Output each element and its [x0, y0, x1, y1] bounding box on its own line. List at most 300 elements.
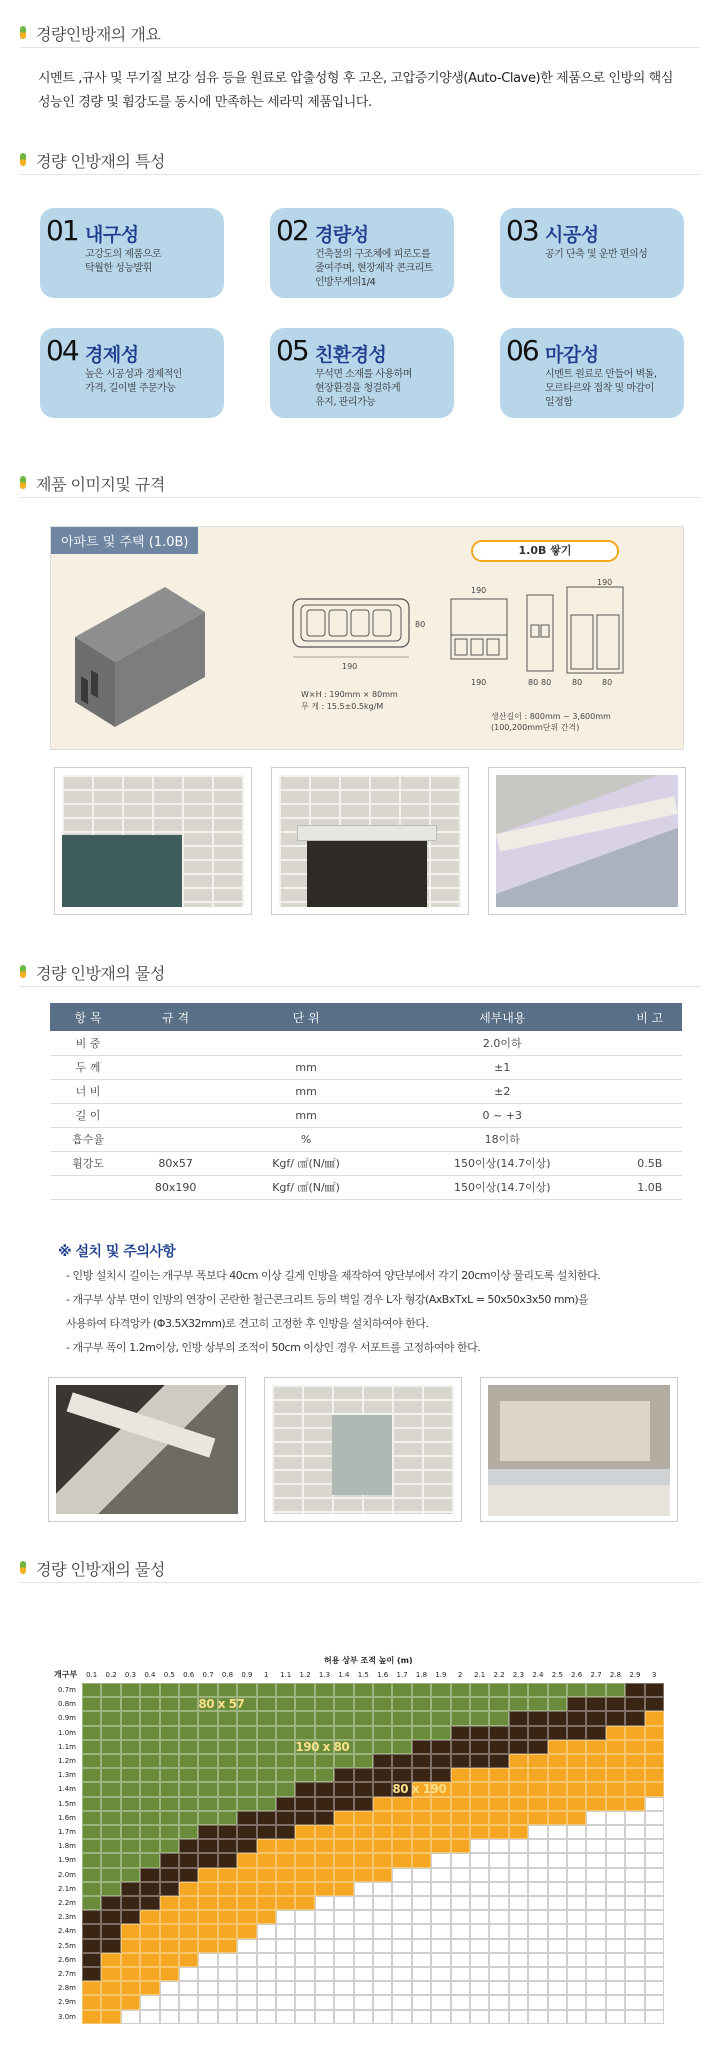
grid-cell-none — [315, 1981, 334, 1995]
grid-cell-80x57 — [295, 1697, 314, 1711]
grid-cell-none — [625, 1981, 644, 1995]
grid-cell-none — [625, 1995, 644, 2009]
grid-cell-80x190 — [295, 1868, 314, 1882]
grid-cell-80x190 — [315, 1839, 334, 1853]
grid-cell-80x57 — [160, 1740, 179, 1754]
x-tick-label: 1.1 — [280, 1671, 292, 1679]
grid-cell-none — [334, 1896, 353, 1910]
grid-cell-80x190 — [489, 1825, 508, 1839]
grid-cell-none — [160, 1981, 179, 1995]
grid-cell-none — [509, 1896, 528, 1910]
grid-cell-80x190 — [334, 1825, 353, 1839]
grid-cell-80x57 — [218, 1683, 237, 1697]
grid-cell-none — [548, 1825, 567, 1839]
physical-properties-table — [50, 1003, 682, 1200]
grid-cell-none — [470, 1853, 489, 1867]
grid-cell-none — [548, 1839, 567, 1853]
feature-desc: 고강도의 제품으로 탁월한 성능발휘 — [85, 249, 161, 274]
grid-cell-none — [315, 1910, 334, 1924]
grid-cell-none — [528, 1868, 547, 1882]
grid-cell-80x190 — [567, 1740, 586, 1754]
grid-cell-80x57 — [121, 1811, 140, 1825]
grid-cell-none — [334, 1924, 353, 1938]
grid-cell-none — [354, 1967, 373, 1981]
grid-cell-none — [606, 1853, 625, 1867]
dim-label: 80 — [415, 620, 426, 629]
x-tick-label: 2.8 — [609, 1671, 622, 1679]
grid-cell-80x57 — [431, 1711, 450, 1725]
table-cell: 0 ~ +3 — [387, 1103, 618, 1127]
grid-cell-80x190 — [237, 1910, 256, 1924]
grid-cell-none — [295, 1967, 314, 1981]
grid-cell-none — [354, 1939, 373, 1953]
grid-cell-80x190 — [121, 1981, 140, 1995]
feature-card — [500, 208, 684, 298]
grid-cell-none — [451, 1967, 470, 1981]
grid-cell-none — [606, 1811, 625, 1825]
grid-cell-none — [645, 1924, 664, 1938]
grid-cell-80x190 — [276, 1882, 295, 1896]
y-tick-label: 1.5m — [58, 1799, 76, 1808]
grid-cell-none — [509, 1981, 528, 1995]
grid-cell-80x57 — [179, 1797, 198, 1811]
grid-cell-190x80 — [548, 1711, 567, 1725]
grid-cell-190x80 — [489, 1754, 508, 1768]
feature-number: 04 — [46, 334, 78, 367]
grid-cell-none — [625, 1953, 644, 1967]
grid-cell-80x190 — [645, 1740, 664, 1754]
grid-cell-none — [179, 1967, 198, 1981]
grid-cell-none — [354, 1981, 373, 1995]
grid-cell-none — [160, 1995, 179, 2009]
grid-cell-none — [509, 1995, 528, 2009]
grid-cell-80x190 — [489, 1782, 508, 1796]
grid-cell-80x57 — [257, 1726, 276, 1740]
grid-cell-80x190 — [373, 1825, 392, 1839]
grid-cell-80x190 — [451, 1811, 470, 1825]
grid-cell-80x57 — [412, 1683, 431, 1697]
grid-cell-80x190 — [179, 1910, 198, 1924]
grid-cell-none — [548, 1896, 567, 1910]
grid-cell-none — [373, 1967, 392, 1981]
grid-cell-none — [528, 1939, 547, 1953]
grid-cell-80x57 — [489, 1711, 508, 1725]
grid-cell-80x57 — [218, 1740, 237, 1754]
grid-cell-80x190 — [82, 1995, 101, 2009]
grid-cell-none — [625, 1924, 644, 1938]
grid-cell-none — [606, 1939, 625, 1953]
grid-cell-none — [373, 1924, 392, 1938]
grid-cell-190x80 — [354, 1797, 373, 1811]
grid-cell-80x190 — [101, 1995, 120, 2009]
grid-cell-none — [334, 1953, 353, 1967]
grid-cell-80x190 — [295, 1853, 314, 1867]
grid-cell-80x190 — [237, 1896, 256, 1910]
grid-cell-none — [625, 1868, 644, 1882]
grid-cell-190x80 — [645, 1697, 664, 1711]
grid-cell-190x80 — [82, 1939, 101, 1953]
grid-cell-80x57 — [101, 1839, 120, 1853]
grid-cell-80x57 — [567, 1683, 586, 1697]
grid-cell-80x57 — [257, 1768, 276, 1782]
grid-cell-80x190 — [257, 1882, 276, 1896]
grid-cell-190x80 — [198, 1825, 217, 1839]
grid-cell-80x190 — [548, 1768, 567, 1782]
grid-cell-none — [431, 1924, 450, 1938]
grid-cell-80x57 — [548, 1697, 567, 1711]
column-header: 비 고 — [618, 1003, 682, 1031]
table-row — [50, 1151, 682, 1175]
grid-cell-80x57 — [354, 1726, 373, 1740]
dim-label: 80 — [541, 678, 552, 687]
grid-cell-80x190 — [101, 1981, 120, 1995]
grid-cell-80x190 — [567, 1754, 586, 1768]
grid-cell-80x57 — [276, 1726, 295, 1740]
grid-cell-80x57 — [237, 1768, 256, 1782]
grid-cell-none — [645, 1981, 664, 1995]
grid-cell-80x57 — [489, 1697, 508, 1711]
grid-cell-80x57 — [276, 1754, 295, 1768]
grid-cell-80x190 — [257, 1910, 276, 1924]
grid-cell-80x190 — [528, 1782, 547, 1796]
grid-cell-none — [489, 1853, 508, 1867]
x-tick-label: 0.5 — [163, 1671, 175, 1679]
grid-cell-none — [451, 1910, 470, 1924]
lintel-product-image — [65, 567, 215, 747]
grid-cell-none — [528, 1882, 547, 1896]
grid-cell-190x80 — [140, 1896, 159, 1910]
grid-cell-80x190 — [295, 1839, 314, 1853]
grid-cell-none — [315, 1939, 334, 1953]
grid-cell-none — [489, 1953, 508, 1967]
grid-cell-80x190 — [179, 1953, 198, 1967]
grid-cell-none — [625, 1896, 644, 1910]
grid-cell-80x190 — [198, 1868, 217, 1882]
grid-cell-80x57 — [218, 1811, 237, 1825]
x-tick-label: 1.5 — [357, 1671, 369, 1679]
grid-cell-190x80 — [237, 1825, 256, 1839]
grid-cell-none — [179, 1981, 198, 1995]
grid-cell-none — [160, 2010, 179, 2024]
grid-cell-none — [548, 1882, 567, 1896]
y-axis-title: 개구부 — [54, 1670, 78, 1679]
wall-section-drawing — [447, 585, 637, 685]
section-title: 경량 인방재의 특성 — [36, 152, 165, 171]
grid-cell-none — [218, 2010, 237, 2024]
grid-cell-80x57 — [121, 1711, 140, 1725]
grid-cell-80x57 — [121, 1782, 140, 1796]
grid-cell-190x80 — [121, 1896, 140, 1910]
y-tick-label: 1.4m — [58, 1785, 76, 1794]
grid-cell-none — [412, 1924, 431, 1938]
grid-cell-80x190 — [548, 1754, 567, 1768]
grid-cell-none — [140, 1995, 159, 2009]
grid-cell-80x190 — [160, 1910, 179, 1924]
y-tick-label: 1.8m — [58, 1842, 76, 1851]
grid-cell-190x80 — [431, 1768, 450, 1782]
grid-cell-none — [315, 2010, 334, 2024]
grid-cell-80x190 — [198, 1924, 217, 1938]
grid-cell-none — [392, 1981, 411, 1995]
grid-cell-80x57 — [295, 1726, 314, 1740]
grid-cell-none — [470, 1896, 489, 1910]
grid-cell-80x57 — [470, 1697, 489, 1711]
section-bullet-icon — [20, 476, 26, 489]
grid-cell-none — [528, 1910, 547, 1924]
grid-cell-80x57 — [509, 1697, 528, 1711]
grid-cell-none — [315, 1896, 334, 1910]
install-photo — [480, 1377, 678, 1522]
spec-length: 생산길이 : 800mm ~ 3,600mm (100,200mm단위 간격) — [491, 712, 611, 732]
grid-cell-190x80 — [625, 1711, 644, 1725]
grid-cell-80x190 — [528, 1754, 547, 1768]
grid-cell-80x57 — [392, 1697, 411, 1711]
grid-cell-none — [354, 2010, 373, 2024]
grid-cell-none — [606, 1839, 625, 1853]
grid-cell-80x190 — [645, 1768, 664, 1782]
grid-cell-none — [431, 1868, 450, 1882]
grid-cell-none — [412, 1896, 431, 1910]
notice-item: - 개구부 상부 면이 인방의 연장이 곤란한 철근콘크리트 등의 벽일 경우 L자 형강(AxBxTxL = 50x50x3x50 mm)을 — [66, 1293, 589, 1306]
grid-cell-80x190 — [431, 1797, 450, 1811]
grid-cell-none — [586, 1882, 605, 1896]
grid-cell-none — [528, 2010, 547, 2024]
grid-cell-80x190 — [373, 1868, 392, 1882]
grid-cell-none — [586, 1839, 605, 1853]
grid-cell-80x190 — [606, 1754, 625, 1768]
section-bullet-icon — [20, 1561, 26, 1574]
grid-cell-80x57 — [257, 1740, 276, 1754]
grid-cell-190x80 — [295, 1797, 314, 1811]
grid-cell-80x57 — [160, 1754, 179, 1768]
grid-cell-80x57 — [218, 1797, 237, 1811]
feature-number: 01 — [46, 214, 78, 247]
grid-cell-80x57 — [121, 1768, 140, 1782]
grid-cell-190x80 — [82, 1953, 101, 1967]
table-row — [50, 1103, 682, 1127]
grid-cell-none — [257, 1981, 276, 1995]
grid-cell-80x57 — [160, 1825, 179, 1839]
grid-cell-80x57 — [295, 1754, 314, 1768]
feature-card — [270, 328, 454, 418]
grid-cell-none — [509, 1910, 528, 1924]
y-tick-label: 0.9m — [58, 1714, 76, 1723]
grid-cell-80x57 — [101, 1825, 120, 1839]
grid-cell-80x57 — [470, 1683, 489, 1697]
grid-cell-80x190 — [606, 1768, 625, 1782]
grid-cell-none — [315, 1924, 334, 1938]
grid-cell-190x80 — [586, 1697, 605, 1711]
x-tick-label: 0.6 — [183, 1671, 195, 1679]
grid-cell-80x57 — [198, 1811, 217, 1825]
grid-cell-80x190 — [625, 1754, 644, 1768]
grid-cell-80x190 — [101, 1967, 120, 1981]
grid-cell-80x57 — [334, 1726, 353, 1740]
grid-cell-none — [431, 1953, 450, 1967]
grid-cell-80x190 — [160, 1924, 179, 1938]
grid-cell-80x57 — [315, 1754, 334, 1768]
grid-cell-80x190 — [645, 1754, 664, 1768]
grid-cell-none — [295, 1981, 314, 1995]
grid-cell-80x57 — [82, 1740, 101, 1754]
grid-cell-80x190 — [198, 1910, 217, 1924]
spec-weight: 무 게 : 15.5±0.5kg/M — [301, 702, 384, 711]
grid-cell-190x80 — [567, 1697, 586, 1711]
x-tick-label: 2.9 — [629, 1671, 641, 1679]
grid-cell-80x190 — [121, 1995, 140, 2009]
grid-cell-80x57 — [354, 1683, 373, 1697]
grid-cell-none — [412, 2010, 431, 2024]
x-axis-title: 허용 상부 조적 높이 (m) — [324, 1656, 413, 1665]
grid-cell-80x190 — [198, 1882, 217, 1896]
grid-cell-80x57 — [548, 1683, 567, 1697]
grid-cell-80x190 — [276, 1839, 295, 1853]
grid-cell-none — [237, 1981, 256, 1995]
grid-cell-none — [489, 1924, 508, 1938]
grid-cell-none — [392, 1882, 411, 1896]
feature-desc: 건축물의 구조체에 피로도를 줄여주며, 현장제작 콘크리트 인방무게의1/4 — [315, 249, 433, 288]
grid-cell-80x57 — [121, 1754, 140, 1768]
grid-cell-none — [218, 1953, 237, 1967]
grid-cell-80x57 — [218, 1768, 237, 1782]
grid-cell-80x190 — [179, 1939, 198, 1953]
grid-cell-none — [451, 1981, 470, 1995]
notice-title: ※ 설치 및 주의사항 — [58, 1244, 176, 1260]
grid-cell-80x190 — [412, 1839, 431, 1853]
grid-cell-80x190 — [392, 1853, 411, 1867]
grid-cell-80x57 — [101, 1868, 120, 1882]
grid-cell-80x190 — [257, 1839, 276, 1853]
grid-cell-80x190 — [334, 1811, 353, 1825]
grid-cell-80x57 — [431, 1683, 450, 1697]
grid-cell-none — [276, 1967, 295, 1981]
grid-cell-80x57 — [412, 1711, 431, 1725]
grid-cell-80x190 — [160, 1967, 179, 1981]
grid-cell-80x190 — [218, 1924, 237, 1938]
table-cell: ±2 — [387, 1079, 618, 1103]
grid-cell-80x57 — [451, 1697, 470, 1711]
grid-cell-none — [431, 1910, 450, 1924]
grid-cell-80x57 — [354, 1740, 373, 1754]
grid-cell-80x57 — [160, 1697, 179, 1711]
table-row — [50, 1055, 682, 1079]
grid-cell-none — [431, 1967, 450, 1981]
grid-cell-80x57 — [373, 1711, 392, 1725]
grid-cell-80x57 — [121, 1868, 140, 1882]
grid-cell-none — [451, 1882, 470, 1896]
notice-item: - 개구부 폭이 1.2m이상, 인방 상부의 조적이 50cm 이상인 경우 서포트를 고정하여야 한다. — [66, 1341, 481, 1354]
notice-list — [66, 1264, 686, 1360]
grid-cell-80x190 — [567, 1768, 586, 1782]
grid-cell-none — [431, 1882, 450, 1896]
table-cell: 길 이 — [50, 1103, 126, 1127]
grid-cell-80x57 — [121, 1797, 140, 1811]
grid-cell-80x57 — [276, 1768, 295, 1782]
grid-cell-80x190 — [645, 1726, 664, 1740]
x-tick-label: 0.4 — [144, 1671, 156, 1679]
grid-cell-none — [606, 1825, 625, 1839]
dim-label: 190 — [597, 578, 613, 587]
y-tick-label: 2.4m — [58, 1927, 76, 1936]
y-tick-label: 2.9m — [58, 1998, 76, 2007]
y-tick-label: 2.3m — [58, 1913, 76, 1922]
grid-cell-none — [567, 2010, 586, 2024]
notice-item: 사용하여 타격앙카 (Φ3.5X32mm)로 견고히 고정한 후 인방을 설치하여야 한다. — [66, 1317, 429, 1330]
grid-cell-80x57 — [412, 1697, 431, 1711]
grid-cell-none — [451, 1924, 470, 1938]
table-cell: 두 께 — [50, 1055, 126, 1079]
section-title: 경량 인방재의 물성 — [36, 964, 165, 983]
grid-cell-190x80 — [586, 1711, 605, 1725]
grid-cell-80x190 — [179, 1882, 198, 1896]
grid-cell-80x190 — [606, 1782, 625, 1796]
grid-cell-80x57 — [101, 1782, 120, 1796]
grid-cell-none — [606, 1953, 625, 1967]
grid-cell-80x190 — [548, 1740, 567, 1754]
grid-cell-80x57 — [412, 1726, 431, 1740]
grid-cell-none — [198, 1953, 217, 1967]
grid-cell-80x190 — [179, 1924, 198, 1938]
section-bullet-icon — [20, 153, 26, 166]
grid-cell-none — [237, 1967, 256, 1981]
grid-cell-none — [373, 1953, 392, 1967]
grid-cell-80x190 — [373, 1839, 392, 1853]
grid-cell-none — [606, 1967, 625, 1981]
grid-cell-190x80 — [451, 1740, 470, 1754]
grid-cell-none — [586, 1910, 605, 1924]
grid-cell-none — [334, 1967, 353, 1981]
grid-cell-80x190 — [470, 1782, 489, 1796]
grid-cell-none — [412, 1953, 431, 1967]
table-cell — [126, 1127, 225, 1151]
grid-cell-80x190 — [586, 1782, 605, 1796]
grid-cell-none — [509, 1839, 528, 1853]
grid-cell-80x190 — [101, 1953, 120, 1967]
grid-cell-none — [470, 1882, 489, 1896]
grid-cell-none — [470, 1939, 489, 1953]
grid-cell-none — [567, 1995, 586, 2009]
grid-cell-80x190 — [528, 1797, 547, 1811]
grid-cell-none — [334, 1939, 353, 1953]
grid-cell-80x190 — [392, 1811, 411, 1825]
grid-cell-80x57 — [82, 1754, 101, 1768]
grid-cell-80x190 — [373, 1797, 392, 1811]
grid-cell-none — [315, 1995, 334, 2009]
feature-number: 05 — [276, 334, 308, 367]
grid-cell-none — [470, 1910, 489, 1924]
grid-cell-80x190 — [237, 1868, 256, 1882]
grid-cell-80x57 — [140, 1839, 159, 1853]
x-tick-label: 2.5 — [551, 1671, 563, 1679]
grid-cell-80x57 — [198, 1797, 217, 1811]
grid-cell-80x190 — [160, 1953, 179, 1967]
grid-cell-190x80 — [101, 1924, 120, 1938]
table-row — [50, 1079, 682, 1103]
grid-cell-80x190 — [121, 1953, 140, 1967]
grid-cell-80x57 — [160, 1768, 179, 1782]
grid-cell-80x57 — [121, 1726, 140, 1740]
grid-cell-none — [354, 1995, 373, 2009]
grid-cell-80x190 — [489, 1797, 508, 1811]
grid-cell-none — [567, 1981, 586, 1995]
grid-cell-190x80 — [470, 1740, 489, 1754]
y-tick-label: 2.6m — [58, 1955, 76, 1964]
grid-cell-190x80 — [315, 1782, 334, 1796]
y-tick-label: 0.7m — [58, 1686, 76, 1694]
grid-cell-none — [528, 1924, 547, 1938]
grid-cell-none — [567, 1868, 586, 1882]
grid-cell-190x80 — [509, 1726, 528, 1740]
